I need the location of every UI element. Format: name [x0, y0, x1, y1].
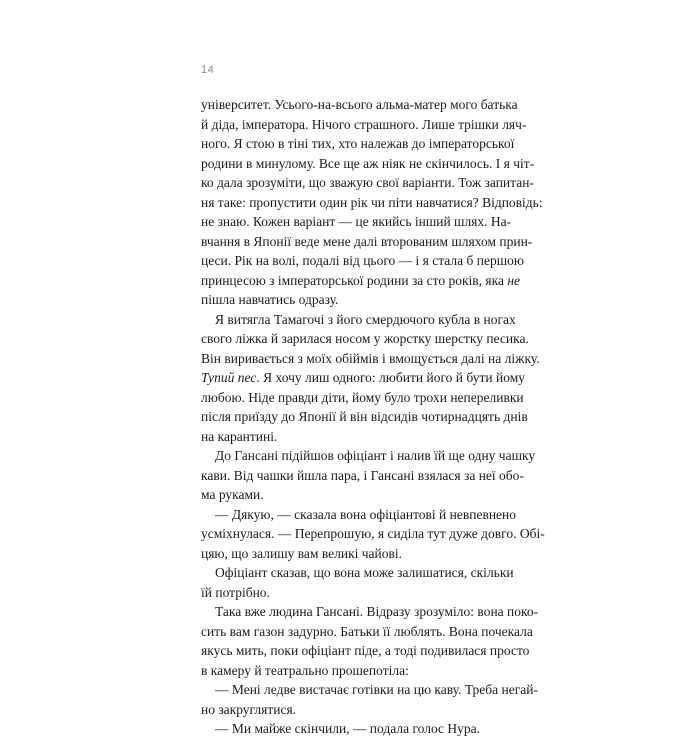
paragraph	[201, 719, 501, 739]
text-line	[201, 661, 501, 681]
text-segment: їй потрібно.	[201, 584, 270, 600]
text-line	[201, 622, 533, 642]
text-line	[201, 466, 524, 486]
text-segment: Він виривається з моїх обіймів і вмощується далі на ліжку.	[201, 350, 540, 366]
text-line	[201, 563, 514, 583]
text-segment: любою. Ніде правди діти, йому було трохи непереливки	[201, 389, 524, 405]
text-line	[201, 329, 529, 349]
text-line	[201, 641, 530, 661]
text-segment: ко дала зрозуміти, що зважую свої варіанти. Тож запитан-	[201, 175, 534, 190]
text-segment: Офіціант сказав, що вона може залишатися, скільки	[215, 565, 514, 580]
text-segment: ного. Я стою в тіні тих, хто належав до імператорської	[201, 136, 515, 151]
paragraph	[201, 505, 545, 564]
text-segment: кави. Від чашки йшла пара, і Гансані взялася за неї обо-	[201, 467, 524, 483]
text-segment: родини в минулому. Все ще аж ніяк не скінчилось. І я чіт-	[201, 155, 535, 171]
paragraph	[201, 446, 536, 505]
body-text	[201, 95, 545, 739]
text-segment: не знаю. Кожен варіант — це якийсь інший шлях. На-	[201, 214, 512, 229]
paragraph	[201, 563, 514, 602]
text-segment: після приїзду до Японії й він відсидів чотирнадцять днів	[201, 409, 528, 424]
text-segment: Я витягла Тамагочі з його смердючого кубла в ногах	[215, 311, 516, 327]
text-segment: — Мені ледве вистачає готівки на цю каву. Треба негай-	[215, 682, 538, 697]
text-segment: Така вже людина Гансані. Відразу зрозуміло: вона поко-	[215, 604, 539, 619]
text-line	[201, 368, 525, 388]
text-segment: якусь мить, поки офіціант піде, а тоді подивилася просто	[201, 643, 530, 658]
text-line	[201, 251, 524, 271]
text-segment: й діда, імператора. Нічого страшного. Лише трішки ляч-	[201, 116, 527, 132]
paragraph	[201, 95, 543, 310]
text-line	[201, 154, 535, 174]
text-segment: — Дякую, — сказала вона офіціантові й невпевнено	[215, 506, 517, 522]
text-line	[201, 193, 543, 213]
text-line	[201, 115, 527, 135]
text-segment: . Я хочу лиш одного: любити його й бути йому	[256, 370, 525, 385]
paragraph	[201, 602, 539, 680]
text-line	[201, 583, 501, 603]
text-segment: ма руками.	[201, 487, 264, 502]
text-segment: цеси. Рік на волі, подалі від цього — і я стала б першою	[201, 253, 524, 268]
text-line	[201, 388, 524, 408]
text-segment: — Ми майже скінчили, — подала голос Нура.	[215, 721, 481, 736]
italic-text: не	[507, 272, 521, 288]
text-line	[201, 700, 501, 720]
paragraph	[201, 310, 540, 447]
text-line	[201, 544, 501, 564]
text-segment: в камеру й театрально прошепотіла:	[201, 662, 409, 678]
text-line	[201, 602, 539, 622]
text-segment: принцесою з імператорської родини за сто років, яка	[201, 272, 508, 288]
italic-text: Тупий пес	[201, 370, 257, 385]
text-line	[201, 271, 521, 291]
text-segment: но закруглятися.	[201, 701, 297, 717]
text-line	[201, 505, 517, 525]
text-line	[201, 290, 501, 310]
text-segment: на карантині.	[201, 428, 278, 444]
text-segment: цяю, що залишу вам великі чайові.	[201, 545, 403, 561]
text-line	[201, 173, 534, 193]
text-line	[201, 349, 540, 369]
text-line	[201, 212, 512, 232]
text-segment: університет. Усього-на-всього альма-матер мого батька	[201, 97, 518, 112]
text-line	[201, 485, 501, 505]
text-line	[201, 427, 501, 447]
text-line	[201, 407, 528, 427]
text-line	[201, 719, 501, 739]
text-line	[201, 524, 545, 544]
text-line	[201, 446, 536, 466]
page-number: 14	[201, 64, 215, 76]
text-segment: свого ліжка й зарилася носом у жорстку шерстку песика.	[201, 331, 529, 346]
text-segment: До Гансані підійшов офіціант і налив їй ще одну чашку	[215, 448, 536, 463]
text-line	[201, 310, 516, 330]
text-segment: вчання в Японії веде мене далі второваним шляхом прин-	[201, 233, 533, 249]
text-segment: пішла навчатись одразу.	[201, 292, 339, 307]
text-line	[201, 232, 533, 252]
text-line	[201, 95, 518, 115]
text-segment: усміхнулася. — Перепрошую, я сиділа тут дуже довго. Обі-	[201, 526, 545, 541]
text-segment: сить вам газон задурно. Батьки її люблять. Вона почекала	[201, 623, 533, 639]
text-line	[201, 680, 538, 700]
text-segment: ня таке: пропустити один рік чи піти навчатися? Відповідь:	[201, 194, 543, 210]
text-line	[201, 134, 515, 154]
